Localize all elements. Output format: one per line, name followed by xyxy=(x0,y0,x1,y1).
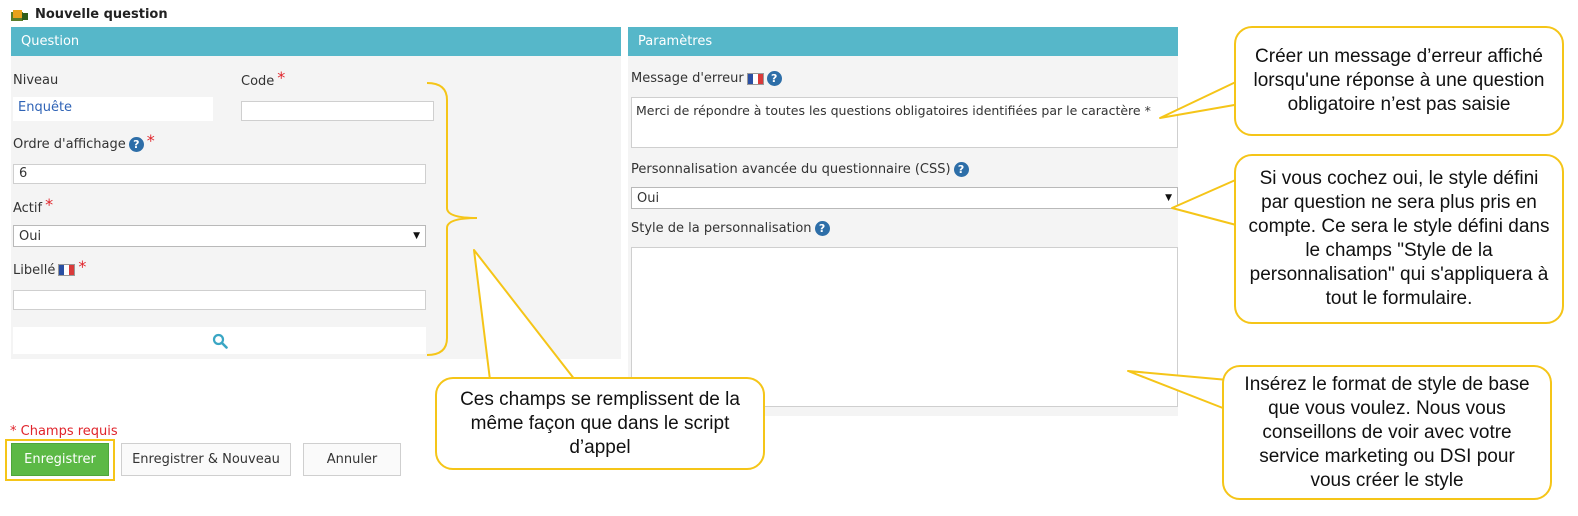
callout-error-message: Créer un message d’erreur affiché lorsqu'une réponse à une question obligatoire n’est pas saisie xyxy=(1234,26,1564,136)
actif-label: Actif * xyxy=(13,195,54,216)
help-icon[interactable]: ? xyxy=(954,162,969,177)
niveau-label: Niveau xyxy=(13,73,59,88)
error-label: Message d'erreur ? xyxy=(631,71,782,86)
required-marker: * xyxy=(45,195,54,214)
save-new-button[interactable]: Enregistrer & Nouveau xyxy=(121,443,291,476)
required-marker: * xyxy=(277,68,286,87)
required-marker: * xyxy=(146,131,155,150)
style-label: Style de la personnalisation ? xyxy=(631,221,830,236)
help-icon[interactable]: ? xyxy=(815,221,830,236)
chevron-down-icon: ▼ xyxy=(1165,193,1172,203)
page-title: Nouvelle question xyxy=(35,7,168,22)
help-icon[interactable]: ? xyxy=(129,137,144,152)
ordre-field[interactable]: 6 xyxy=(13,164,426,184)
required-marker: * xyxy=(78,257,87,276)
chevron-down-icon: ▼ xyxy=(413,231,420,241)
cancel-button[interactable]: Annuler xyxy=(303,443,401,476)
ordre-label: Ordre d'affichage ? * xyxy=(13,131,155,152)
css-select-value: Oui xyxy=(637,190,660,206)
save-button[interactable]: Enregistrer xyxy=(11,443,109,476)
question-panel-header: Question xyxy=(11,27,621,56)
code-label: Code * xyxy=(241,68,286,89)
css-label: Personnalisation avancée du questionnaire (CSS) ? xyxy=(631,162,969,177)
callout-fields: Ces champs se remplissent de la même façon que dans le script d’appel xyxy=(435,377,765,470)
required-note: * Champs requis xyxy=(10,424,118,439)
help-icon[interactable]: ? xyxy=(767,71,782,86)
niveau-value: Enquête xyxy=(13,97,213,121)
error-message-field[interactable]: Merci de répondre à toutes les questions obligatoires identifiées par le caractère * xyxy=(631,97,1178,148)
callout-css: Si vous cochez oui, le style défini par question ne sera plus pris en compte. Ce sera le style défini dans le champs "Style de la personnalisation" qui s'appliquera à tout le formulaire. xyxy=(1234,154,1564,324)
params-panel-header: Paramètres xyxy=(628,27,1178,56)
callout-style: Insérez le format de style de base que vous voulez. Nous vous conseillons de voir avec votre service marketing ou DSI pour vous créer le style xyxy=(1222,365,1552,500)
libelle-label: Libellé * xyxy=(13,257,87,278)
actif-select-value: Oui xyxy=(19,228,42,244)
